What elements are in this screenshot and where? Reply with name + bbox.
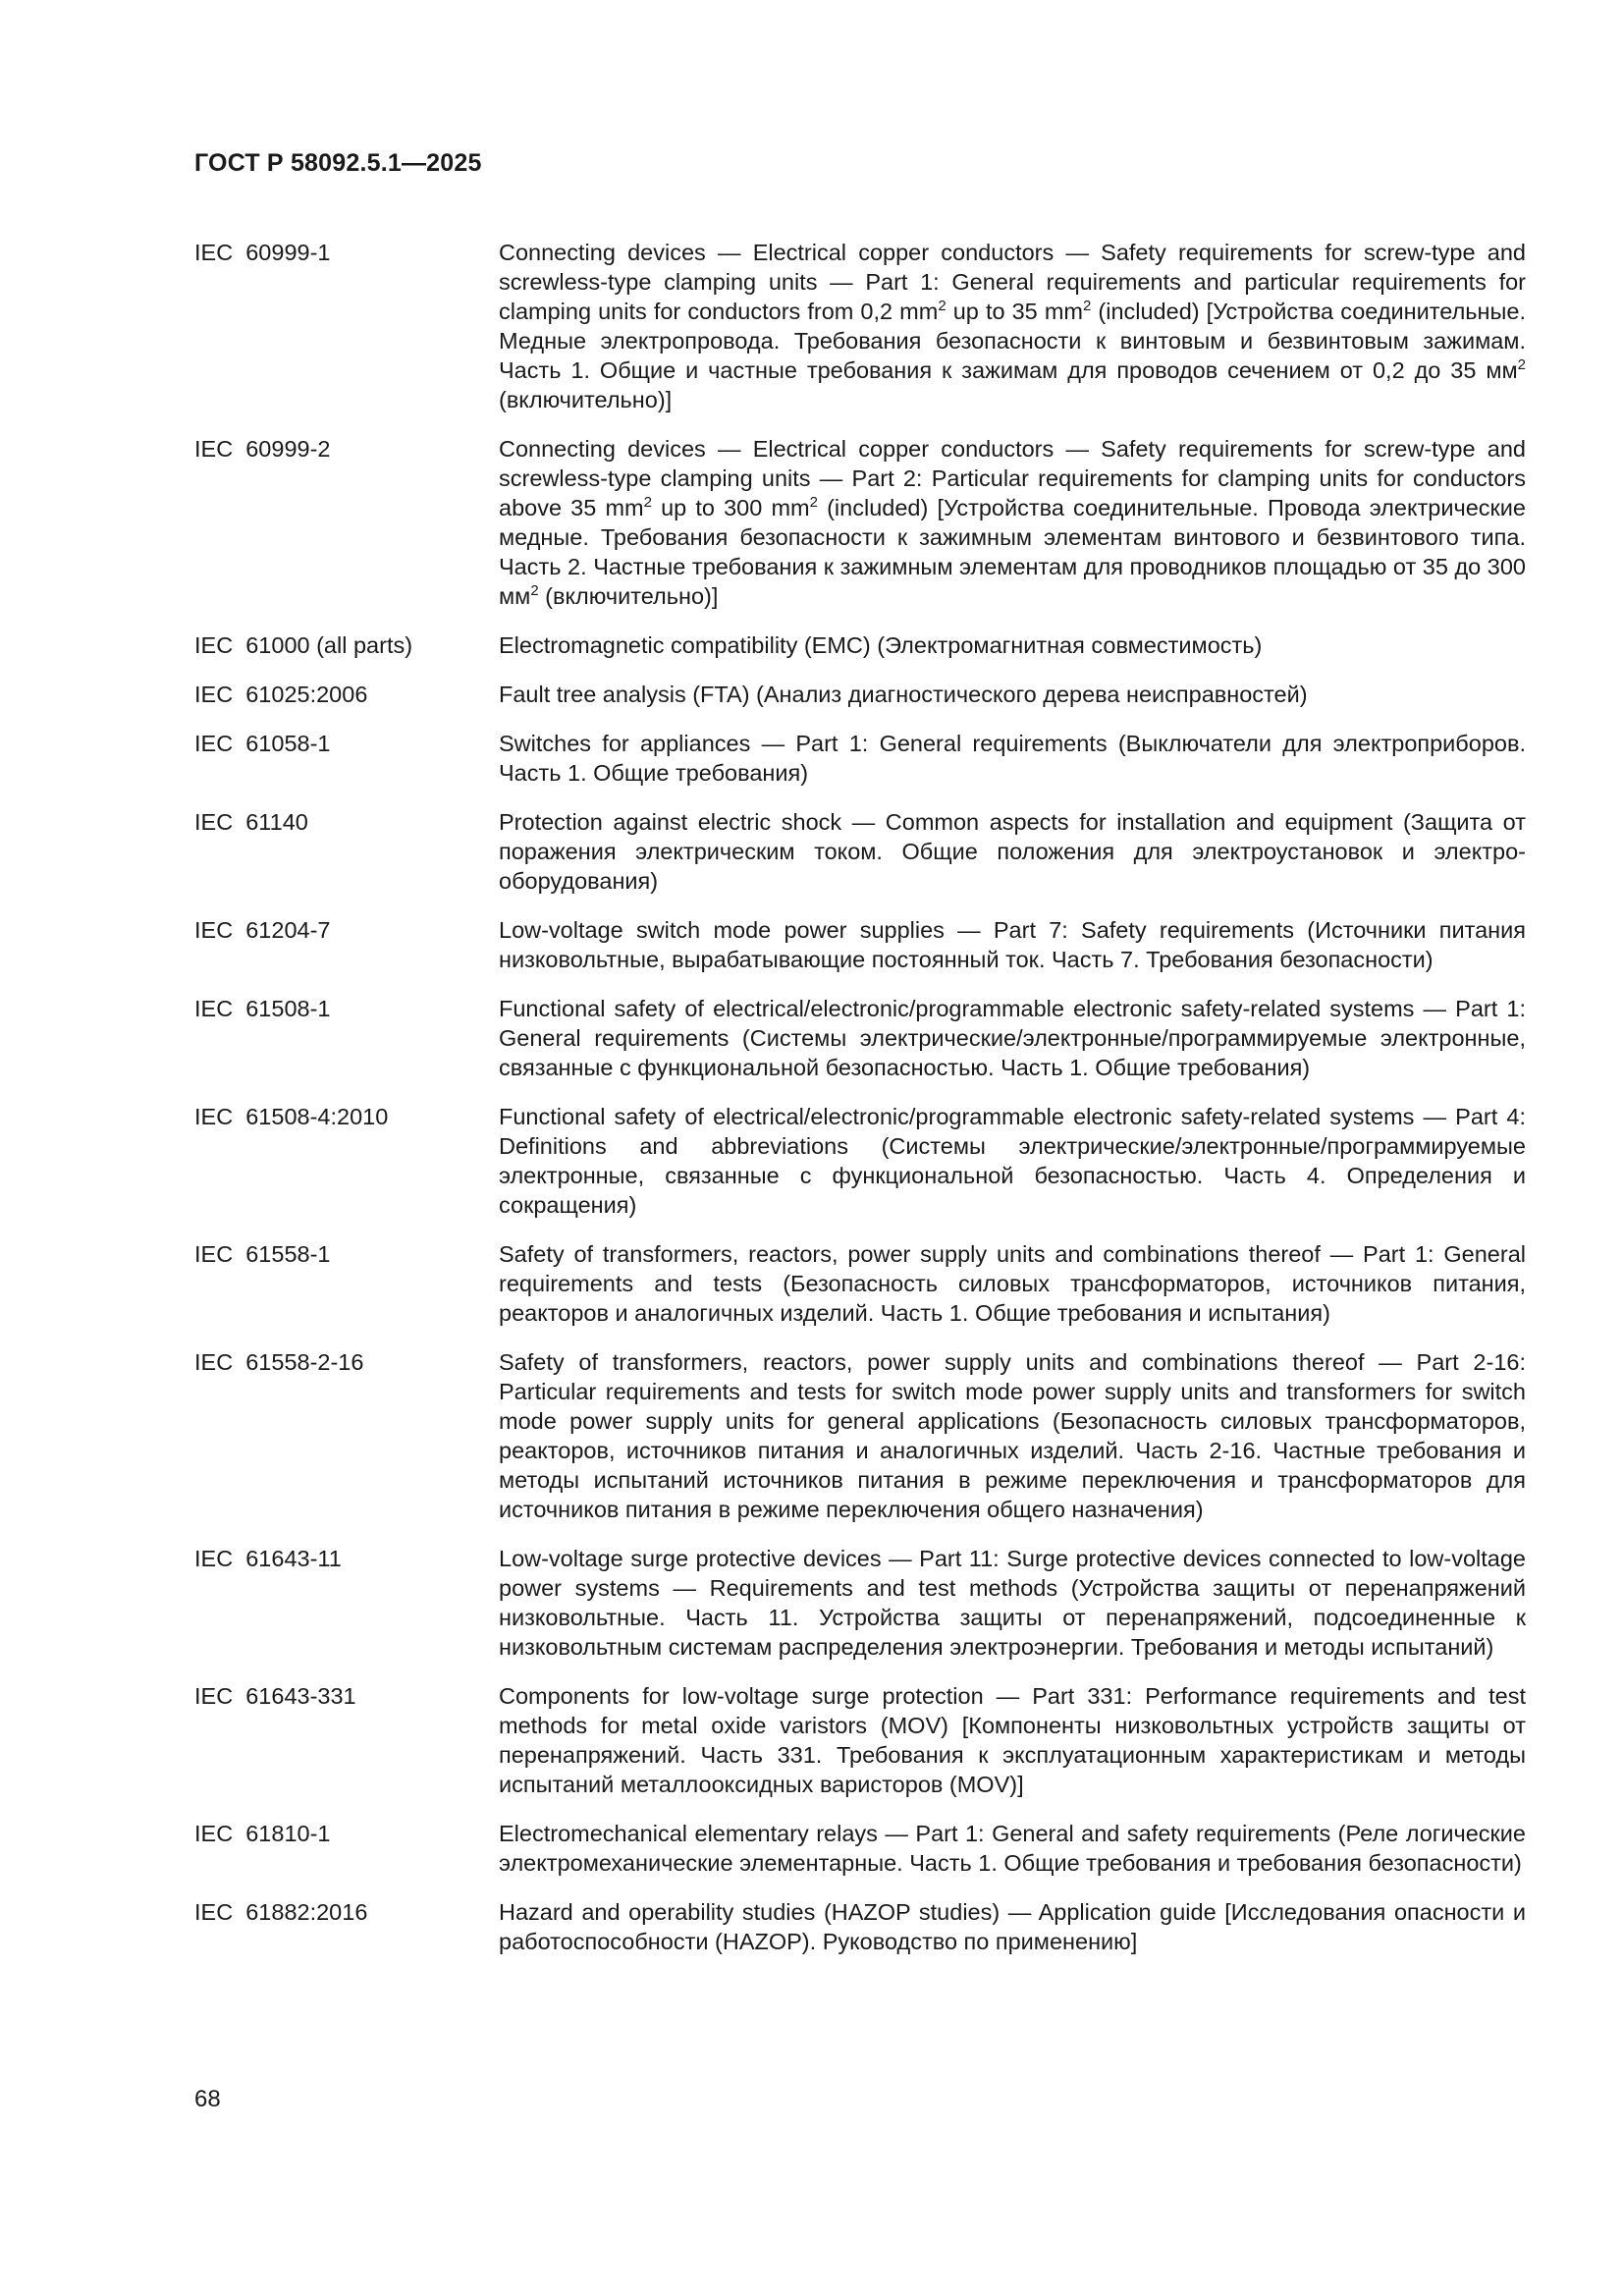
reference-code: IEC 61204-7 xyxy=(194,917,331,943)
reference-entry xyxy=(194,238,1526,414)
reference-text: Low-voltage switch mode power supplies — Part 7: Safety requirements (Источники питания низковольтные, вырабатывающие постоянный ток. Часть 7. Требования безопасности) xyxy=(499,917,1526,972)
reference-entry xyxy=(194,729,1526,788)
reference-text: up to 300 mm xyxy=(651,495,810,520)
reference-title xyxy=(499,238,1526,414)
reference-title xyxy=(499,1347,1526,1524)
reference-title xyxy=(499,1102,1526,1220)
superscript: 2 xyxy=(938,298,947,314)
reference-entry xyxy=(194,680,1526,709)
reference-text: Switches for appliances — Part 1: General requirements (Выключатели для электроприборов. Часть 1. Общие требования) xyxy=(499,731,1526,786)
reference-code: IEC 61558-1 xyxy=(194,1241,331,1267)
reference-code: IEC 61508-4:2010 xyxy=(194,1104,389,1129)
reference-text: (included) [Устройства соединительные. Медные электропровода. Требования безопасности к винтовым и безвинтовым зажимам. Часть 1. Общие и частные требования к зажимам для проводов сечением от 0,2 до 35 мм xyxy=(499,299,1526,383)
reference-text: Fault tree analysis (FTA) (Анализ диагностического дерева неисправностей) xyxy=(499,682,1308,707)
reference-title xyxy=(499,630,1526,660)
reference-entry xyxy=(194,1544,1526,1662)
reference-text: up to 35 mm xyxy=(946,299,1083,324)
reference-entry xyxy=(194,994,1526,1082)
reference-title xyxy=(499,1681,1526,1799)
page-number: 68 xyxy=(194,2086,221,2112)
reference-entry xyxy=(194,915,1526,974)
reference-code: IEC 61882:2016 xyxy=(194,1899,368,1925)
document-header: ГОСТ Р 58092.5.1—2025 xyxy=(194,149,482,177)
reference-text: (included) [Устройства соединительные. Провода электрические медные. Требования безопасности к зажимным элементам винтового и безвинтового типа. Часть 2. Частные требования к зажимным элементам для проводников площадью от 35 до 300 мм xyxy=(499,495,1527,609)
superscript: 2 xyxy=(1517,356,1526,373)
reference-text: Safety of transformers, reactors, power supply units and combinations thereof — Part 1: General requirements and tests (Безопасность силовых трансформаторов, источников питания, реакторов и аналогичных изделий. Часть 1. Общие требования и испытания) xyxy=(499,1241,1526,1326)
reference-text: Low-voltage surge protective devices — Part 11: Surge protective devices connected to low-voltage power systems — Requirements and test methods (Устройства защиты от перенапряжений низковольтные. Часть 11. Устройства защиты от перенапряжений, подсоединенные к низковольтным системам распределения электроэнергии. Требования и методы испытаний) xyxy=(499,1546,1526,1660)
reference-title xyxy=(499,1897,1526,1956)
superscript: 2 xyxy=(643,494,652,511)
superscript: 2 xyxy=(809,494,818,511)
reference-title xyxy=(499,915,1526,974)
reference-title xyxy=(499,1544,1526,1662)
reference-text: Connecting devices — Electrical copper conductors — Safety requirements for screw-type and screwless-type clamping units — Part 2: Particular requirements for clamping units for conductors above 35 mm xyxy=(499,436,1526,520)
reference-code: IEC 61025:2006 xyxy=(194,682,368,707)
reference-text: Connecting devices — Electrical copper conductors — Safety requirements for screw-type and screwless-type clamping units — Part 1: General requirements and particular requirements for clamping units for conductors from 0,2 mm xyxy=(499,240,1526,324)
reference-code: IEC 61643-331 xyxy=(194,1683,356,1709)
reference-entry xyxy=(194,1102,1526,1220)
reference-text: Protection against electric shock — Common aspects for installation and equipment (Защита от поражения электрическим током. Общие положения для электроустановок и электрооборудования) xyxy=(499,809,1526,894)
reference-text: Electromagnetic compatibility (EMC) (Электромагнитная совместимость) xyxy=(499,632,1263,658)
reference-code: IEC 61140 xyxy=(194,809,308,835)
reference-title xyxy=(499,1239,1526,1328)
reference-entry xyxy=(194,807,1526,896)
reference-title xyxy=(499,434,1526,611)
reference-title xyxy=(499,729,1526,788)
reference-entry xyxy=(194,1819,1526,1878)
reference-entry xyxy=(194,630,1526,660)
reference-entry xyxy=(194,1897,1526,1956)
reference-code: IEC 61000 (all parts) xyxy=(194,632,413,658)
reference-title xyxy=(499,1819,1526,1878)
reference-text: Components for low-voltage surge protection — Part 331: Performance requirements and test methods for metal oxide varistors (MOV) [Компоненты низковольтных устройств защиты от перенапряжений. Часть 331. Требования к эксплуатационным характеристикам и методы испытаний металлооксидных варисторов (MOV)] xyxy=(499,1683,1526,1797)
superscript: 2 xyxy=(1082,298,1092,314)
reference-title xyxy=(499,994,1526,1082)
reference-text: Electromechanical elementary relays — Part 1: General and safety requirements (Реле логические электромеханические элементарные. Часть 1. Общие требования и требования безопасности) xyxy=(499,1821,1526,1876)
reference-text: Functional safety of electrical/electronic/programmable electronic safety-related systems — Part 1: General requirements (Системы электрические/электронные/программируемые электронные, связанные с функциональной безопасностью. Часть 1. Общие требования) xyxy=(499,996,1526,1080)
reference-title xyxy=(499,807,1526,896)
reference-text: Hazard and operability studies (HAZOP studies) — Application guide [Исследования опасности и работоспособности (HAZOP). Руководство по применению] xyxy=(499,1899,1526,1954)
superscript: 2 xyxy=(530,582,539,599)
reference-title xyxy=(499,680,1526,709)
reference-entry xyxy=(194,434,1526,611)
reference-code: IEC 60999-2 xyxy=(194,436,331,462)
reference-code: IEC 60999-1 xyxy=(194,240,331,265)
normative-references-list xyxy=(194,238,1526,1976)
reference-entry xyxy=(194,1239,1526,1328)
reference-text: Functional safety of electrical/electronic/programmable electronic safety-related systems — Part 4: Definitions and abbreviations (Системы электрические/электронные/программируемые электронные, связанные с функциональной безопасностью. Часть 4. Определения и сокращения) xyxy=(499,1104,1526,1218)
reference-code: IEC 61643-11 xyxy=(194,1546,342,1571)
reference-code: IEC 61508-1 xyxy=(194,996,331,1021)
reference-text: Safety of transformers, reactors, power supply units and combinations thereof — Part 2-16: Particular requirements and tests for switch mode power supply units and transformers for switch mode power supply units for general applications (Безопасность силовых трансформаторов, реакторов, источников питания и аналогичных изделий. Часть 2-16. Частные требования и методы испытаний источников питания в режиме переключения и трансформаторов для источников питания в режиме переключения общего назначения) xyxy=(499,1349,1526,1522)
reference-code: IEC 61558-2-16 xyxy=(194,1349,364,1375)
reference-text: (включительно)] xyxy=(499,387,673,412)
reference-entry xyxy=(194,1681,1526,1799)
reference-text: (включительно)] xyxy=(538,583,719,609)
reference-entry xyxy=(194,1347,1526,1524)
reference-code: IEC 61058-1 xyxy=(194,731,331,756)
reference-code: IEC 61810-1 xyxy=(194,1821,331,1846)
